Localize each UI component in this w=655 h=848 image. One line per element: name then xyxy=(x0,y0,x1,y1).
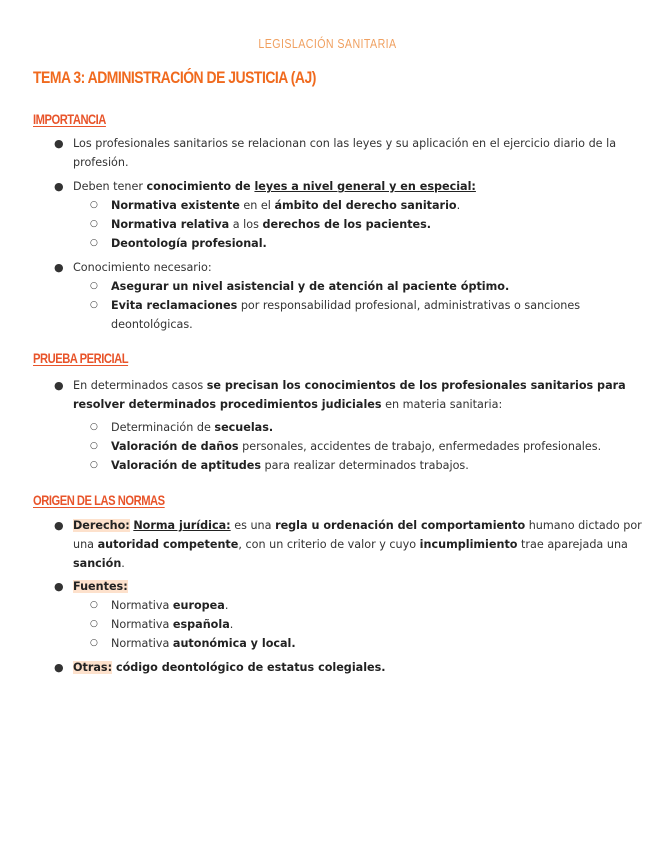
list-item: Normativa relativa a los derechos de los pacientes. xyxy=(111,218,432,231)
paragraph-line: Los profesionales sanitarios se relacionan con las leyes y su aplicación en el ejercicio diario de la xyxy=(73,137,617,150)
list-item: Normativa autonómica y local. xyxy=(111,637,296,650)
circle-bullet-icon: ○ xyxy=(90,200,98,210)
list-item: Valoración de aptitudes para realizar determinados trabajos. xyxy=(111,459,469,472)
page-header: LEGISLACIÓN SANITARIA xyxy=(258,36,397,51)
paragraph-line: profesión. xyxy=(73,156,129,169)
circle-bullet-icon: ○ xyxy=(90,619,98,629)
page-title: TEMA 3: ADMINISTRACIÓN DE JUSTICIA (AJ) xyxy=(33,68,316,87)
section-heading-importancia: IMPORTANCIA xyxy=(33,111,106,127)
paragraph-line: resolver determinados procedimientos judiciales en materia sanitaria: xyxy=(73,398,503,411)
list-item: Determinación de secuelas. xyxy=(111,421,274,434)
section-heading-prueba-pericial: PRUEBA PERICIAL xyxy=(33,350,129,366)
list-item: Asegurar un nivel asistencial y de atención al paciente óptimo. xyxy=(111,280,510,293)
circle-bullet-icon: ○ xyxy=(90,441,98,451)
list-item: Deontología profesional. xyxy=(111,237,267,250)
bullet-icon: ● xyxy=(54,379,64,392)
list-item: En determinados casos se precisan los conocimientos de los profesionales sanitarios para xyxy=(73,379,626,392)
bullet-icon: ● xyxy=(54,580,64,593)
list-item: Normativa española. xyxy=(111,618,234,631)
bullet-icon: ● xyxy=(54,519,64,532)
circle-bullet-icon: ○ xyxy=(90,638,98,648)
bullet-icon: ● xyxy=(54,180,64,193)
circle-bullet-icon: ○ xyxy=(90,300,98,310)
list-item: Normativa europea. xyxy=(111,599,229,612)
list-item: Deben tener conocimiento de leyes a nivel general y en especial: xyxy=(73,180,476,193)
list-item: Conocimiento necesario: xyxy=(73,261,212,274)
circle-bullet-icon: ○ xyxy=(90,238,98,248)
bullet-icon: ● xyxy=(54,137,64,150)
circle-bullet-icon: ○ xyxy=(90,281,98,291)
paragraph-line: deontológicas. xyxy=(111,318,193,331)
bullet-icon: ● xyxy=(54,661,64,674)
paragraph-line: sanción. xyxy=(73,557,125,570)
list-item: Derecho: Norma jurídica: es una regla u ordenación del comportamiento humano dictado por xyxy=(73,519,642,532)
paragraph-line: una autoridad competente, con un criterio de valor y cuyo incumplimiento trae aparejada una xyxy=(73,538,628,551)
list-item: Normativa existente en el ámbito del derecho sanitario. xyxy=(111,199,461,212)
circle-bullet-icon: ○ xyxy=(90,219,98,229)
list-item: Otras: código deontológico de estatus colegiales. xyxy=(73,661,386,674)
list-item: Fuentes: xyxy=(73,580,128,593)
circle-bullet-icon: ○ xyxy=(90,460,98,470)
circle-bullet-icon: ○ xyxy=(90,422,98,432)
circle-bullet-icon: ○ xyxy=(90,600,98,610)
section-heading-origen-normas: ORIGEN DE LAS NORMAS xyxy=(33,492,165,508)
list-item: Valoración de daños personales, accidentes de trabajo, enfermedades profesionales. xyxy=(111,440,602,453)
list-item: Evita reclamaciones por responsabilidad profesional, administrativas o sanciones xyxy=(111,299,581,312)
bullet-icon: ● xyxy=(54,261,64,274)
